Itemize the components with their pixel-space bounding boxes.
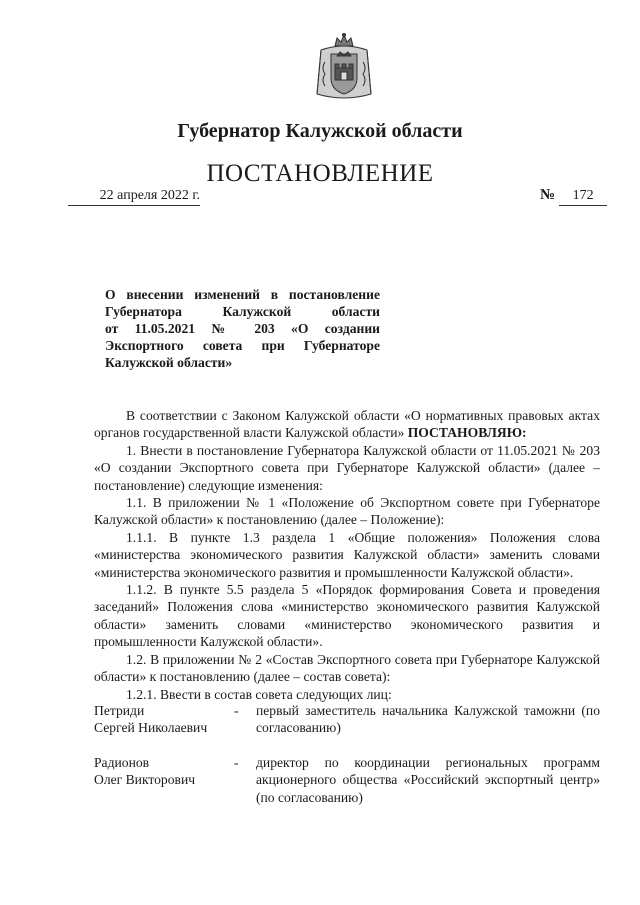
document-number-block [540, 186, 607, 206]
coat-of-arms-icon [313, 32, 375, 102]
number-label: № [540, 187, 556, 203]
document-number: 172 [559, 187, 607, 206]
member-entry [94, 754, 600, 806]
document-date: 22 апреля 2022 г. [68, 188, 200, 206]
member-surname: Радионов [94, 754, 150, 770]
subject-line: Экспортного совета при Губернаторе [105, 338, 380, 353]
member-given-names: Олег Викторович [94, 772, 196, 788]
document-type-title: ПОСТАНОВЛЕНИЕ [206, 160, 434, 187]
member-position: директор по координации региональных программ акционерного общества «Российский экспортный центр» (по согласованию) [256, 754, 600, 805]
paragraph-1-1-2: 1.1.2. В пункте 5.5 раздела 5 «Порядок формирования Совета и проведения заседаний» Положения слова «министерство экономического развития Калужской области» заменить словами «министерство экономического развития и промышленности Калужской области». [94, 582, 600, 650]
subject-line: Губернатора Калужской области [105, 304, 380, 319]
member-name [94, 702, 234, 737]
preamble-paragraph [94, 407, 600, 442]
members-list [94, 702, 600, 823]
document-subject [105, 286, 380, 371]
member-given-names: Сергей Николаевич [94, 720, 208, 736]
subject-line: О внесении изменений в постановление [105, 287, 380, 302]
paragraph-1-1-1: 1.1.1. В пункте 1.3 раздела 1 «Общие положения» Положения слова «министерства экономического развития Калужской области» заменить словами «министерства экономического развития и промышленности Калужской области». [94, 529, 600, 580]
member-entry [94, 702, 600, 737]
member-name [94, 754, 234, 806]
member-position: первый заместитель начальника Калужской таможни (по согласованию) [256, 703, 600, 736]
decree-word: ПОСТАНОВЛЯЮ: [407, 425, 527, 441]
issuing-authority: Губернатор Калужской области [177, 120, 463, 142]
member-dash: - [234, 703, 239, 718]
document-body [94, 407, 600, 703]
member-dash: - [234, 754, 239, 770]
subject-line: от 11.05.2021 № 203 «О создании [105, 321, 380, 336]
paragraph-1-2: 1.2. В приложении № 2 «Состав Экспортного совета при Губернаторе Калужской области» к постановлению (далее – состав совета): [94, 651, 600, 685]
paragraph-1-2-1: 1.2.1. Ввести в состав совета следующих лиц: [126, 686, 392, 702]
member-surname: Петриди [94, 703, 145, 718]
paragraph-1-1: 1.1. В приложении № 1 «Положение об Экспортном совете при Губернаторе Калужской области» к постановлению (далее – Положение): [94, 495, 600, 528]
preamble-text: В соответствии с Законом Калужской области «О нормативных правовых актах органов государственной власти Калужской области» [94, 408, 600, 441]
paragraph-1: 1. Внести в постановление Губернатора Калужской области от 11.05.2021 № 203 «О создании Экспортного совета при Губернаторе Калужской области» (далее – постановление) следующие изменения: [94, 442, 600, 493]
subject-line: Калужской области» [105, 355, 233, 370]
